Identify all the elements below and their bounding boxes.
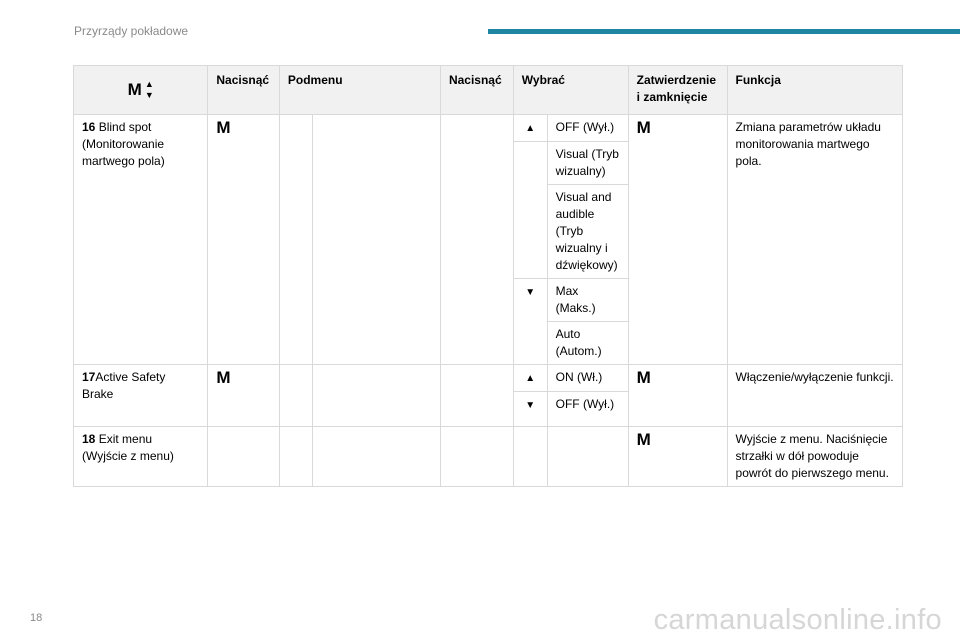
option-label: Visual and audible (Tryb wizualny i dźwiękowy) [547,185,628,279]
menu-item-name: 16 Blind spot (Monitorowanie martwego pola) [74,115,208,365]
arrow-up-icon: ▲ [525,373,536,384]
m-key-icon: M [636,430,651,449]
header-confirm: Zatwierdzenie i zamknięcie [628,66,727,115]
arrow-up-icon: ▲ [144,79,154,89]
table-row [74,365,903,392]
table-header-row [74,66,903,115]
m-key-icon: M [216,368,231,387]
page-number: 18 [30,612,43,624]
header-function: Funkcja [727,66,902,115]
menu-item-name: 17Active Safety Brake [74,365,208,427]
function-text: Włączenie/wyłączenie funkcji. [727,365,902,427]
header-menu-icon-cell [74,66,208,115]
section-title: Przyrządy pokładowe [74,24,189,38]
header-press-2: Nacisnąć [440,66,513,115]
option-label: ON (Wł.) [547,365,628,392]
table-row [74,427,903,487]
menu-item-name: 18 Exit menu (Wyjście z menu) [74,427,208,487]
option-label: Max (Maks.) [547,279,628,322]
header-press-1: Nacisnąć [208,66,280,115]
menu-table [73,65,903,487]
m-key-icon: M [636,118,651,137]
m-key-icon: M [127,80,142,99]
option-label: Visual (Tryb wizualny) [547,142,628,185]
option-label: OFF (Wył.) [547,392,628,427]
arrow-down-icon: ▼ [525,287,536,298]
watermark: carmanualsonline.info [653,604,942,636]
arrow-down-icon: ▼ [144,90,154,100]
table-row [74,115,903,142]
arrow-up-icon: ▲ [525,123,536,134]
header-select: Wybrać [513,66,628,115]
header-submenu: Podmenu [279,66,440,115]
option-label: Auto (Autom.) [547,322,628,365]
header-accent-bar [488,29,960,34]
function-text: Zmiana parametrów układu monitorowania martwego pola. [727,115,902,365]
function-text: Wyjście z menu. Naciśnięcie strzałki w dół powoduje powrót do pierwszego menu. [727,427,902,487]
m-key-icon: M [636,368,651,387]
arrow-down-icon: ▼ [525,400,536,411]
m-key-icon: M [216,118,231,137]
option-label: OFF (Wył.) [547,115,628,142]
